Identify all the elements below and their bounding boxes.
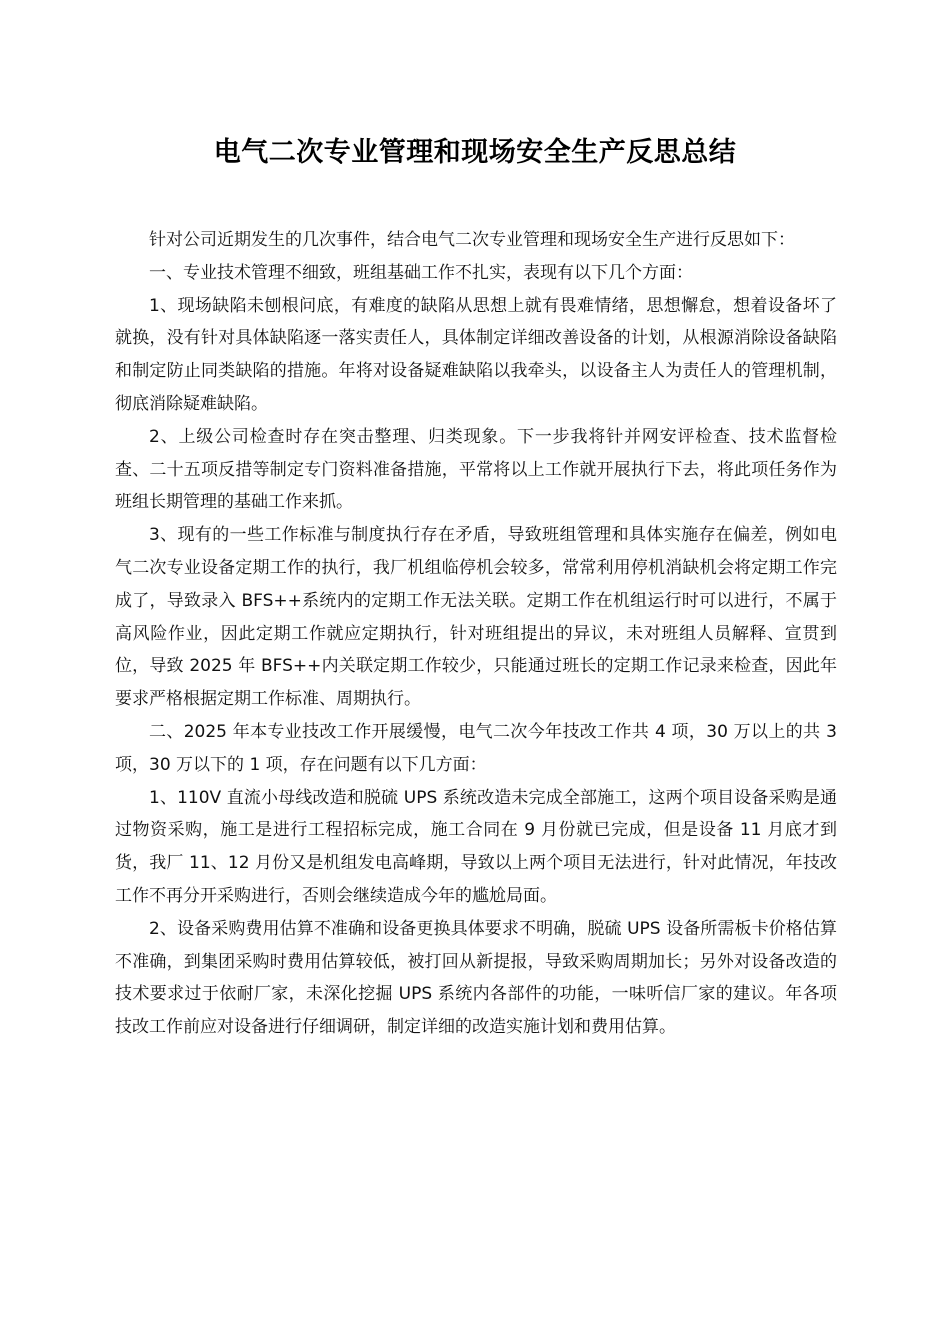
paragraph-section-2-item-2: 2、设备采购费用估算不准确和设备更换具体要求不明确，脱硫 UPS 设备所需板卡价格估算不准确，到集团采购时费用估算较低，被打回从新提报，导致采购周期加长；另外对设备改造的技术要求过于依耐厂家，未深化挖掘 UPS 系统内各部件的功能，一味听信厂家的建议。年各项技改工作前应对设备进行仔细调研，制定详细的改造实施计划和费用估算。 [115, 918, 837, 1038]
paragraph-section-1-item-3: 3、现有的一些工作标准与制度执行存在矛盾，导致班组管理和具体实施存在偏差，例如电气二次专业设备定期工作的执行，我厂机组临停机会较多，常常利用停机消缺机会将定期工作完成了，导致录入 BFS++系统内的定期工作无法关联。定期工作在机组运行时可以进行，不属于高风险作业，因此定期工作就应定期执行，针对班组提出的异议，未对班组人员解释、宣贯到位，导致 2025 年 BFS++内关联定期工作较少，只能通过班长的定期工作记录来检查，因此年要求严格根据定期工作标准、周期执行。 [115, 525, 837, 710]
paragraph-section-2-heading: 二、2025 年本专业技改工作开展缓慢，电气二次今年技改工作共 4 项，30 万以上的共 3 项，30 万以下的 1 项，存在问题有以下几方面： [115, 721, 837, 775]
document-title: 电气二次专业管理和现场安全生产反思总结 [213, 137, 737, 168]
document-body [115, 224, 837, 1044]
paragraph-section-1-item-2: 2、上级公司检查时存在突击整理、归类现象。下一步我将针并网安评检查、技术监督检查、二十五项反措等制定专门资料准备措施，平常将以上工作就开展执行下去，将此项任务作为班组长期管理的基础工作来抓。 [115, 426, 837, 513]
paragraph-section-1-heading: 一、专业技术管理不细致，班组基础工作不扎实，表现有以下几个方面： [149, 262, 693, 283]
paragraph-section-1-item-1: 1、现场缺陷未刨根问底，有难度的缺陷从思想上就有畏难情绪，思想懈怠，想着设备坏了就换，没有针对具体缺陷逐一落实责任人，具体制定详细改善设备的计划，从根源消除设备缺陷和制定防止同类缺陷的措施。年将对设备疑难缺陷以我牵头，以设备主人为责任人的管理机制，彻底消除疑难缺陷。 [115, 295, 837, 414]
paragraph-section-2-item-1: 1、110V 直流小母线改造和脱硫 UPS 系统改造未完成全部施工，这两个项目设备采购是通过物资采购，施工是进行工程招标完成，施工合同在 9 月份就已完成，但是设备 11 月底才到货，我厂 11、12 月份又是机组发电高峰期，导致以上两个项目无法进行，针对此情况，年技改工作不再分开采购进行，否则会继续造成今年的尴尬局面。 [115, 787, 837, 906]
paragraph-intro: 针对公司近期发生的几次事件，结合电气二次专业管理和现场安全生产进行反思如下： [149, 230, 795, 250]
